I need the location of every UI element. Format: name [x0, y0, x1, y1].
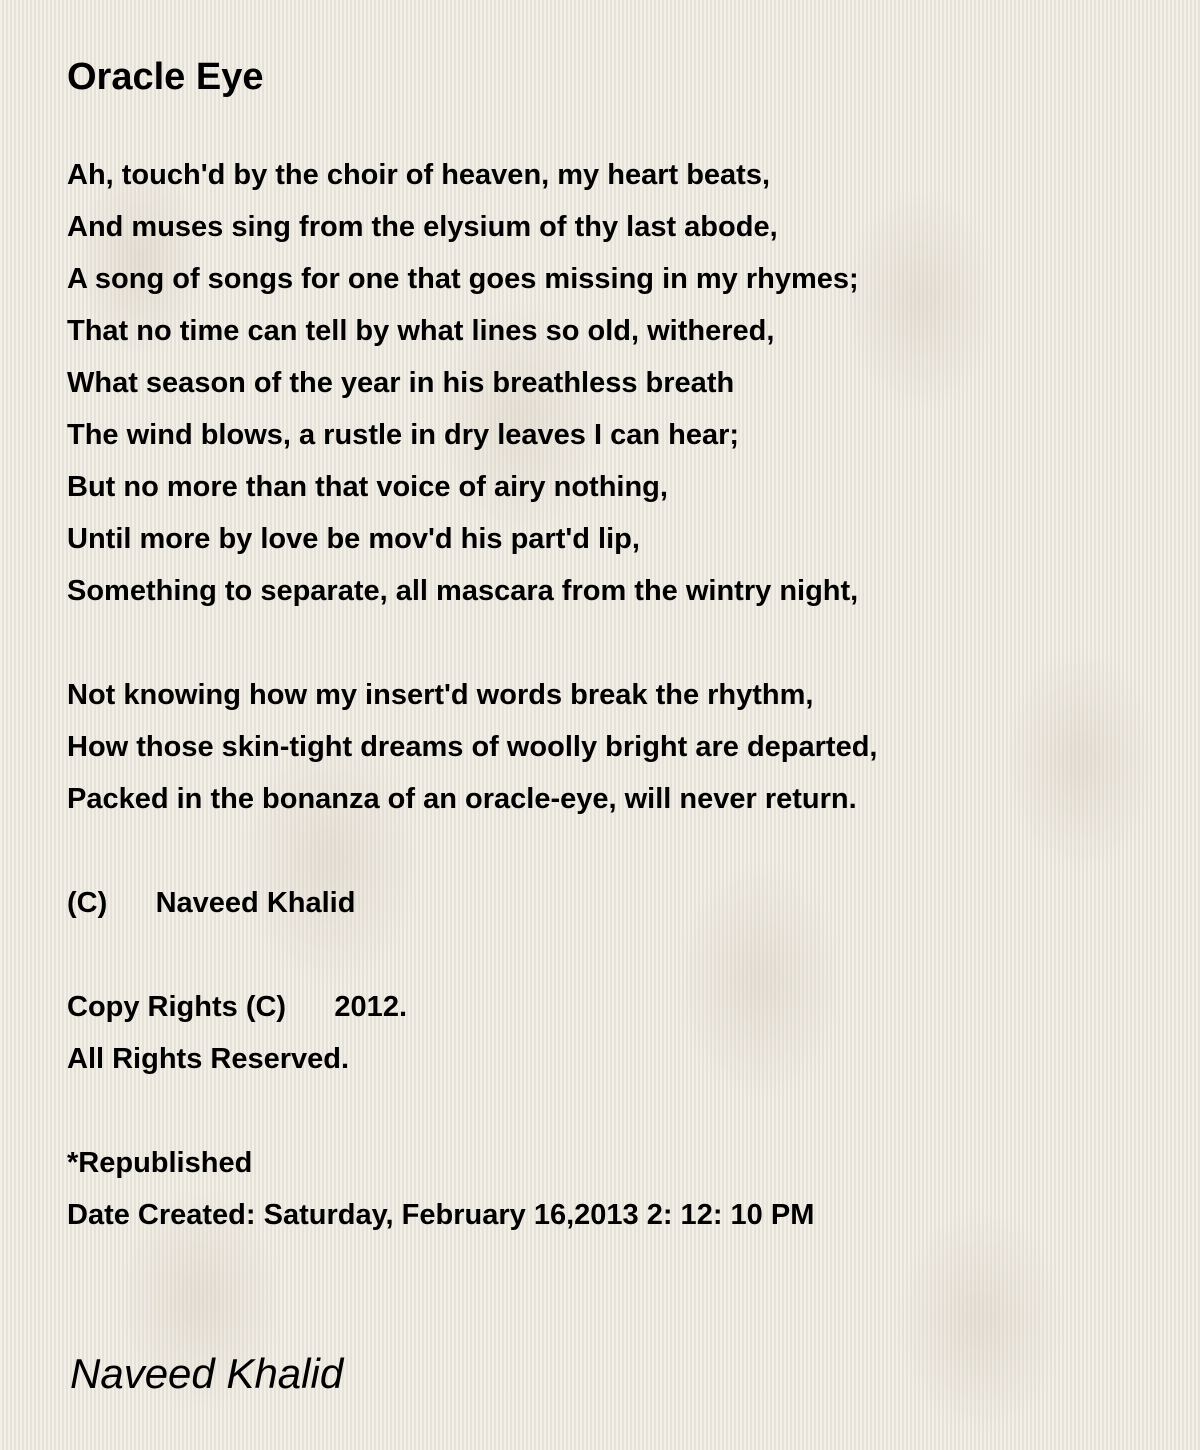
poem-line: Something to separate, all mascara from the wintry night,: [67, 575, 859, 607]
poem-body: [67, 149, 878, 1241]
copyright-author-line: (C) Naveed Khalid: [67, 887, 356, 919]
poem-blank-line: [67, 617, 878, 669]
poem-line: Not knowing how my insert'd words break the rhythm,: [67, 679, 814, 711]
rights-reserved-line: All Rights Reserved.: [67, 1043, 350, 1075]
poem-blank-line: [67, 1085, 878, 1137]
poem-line: The wind blows, a rustle in dry leaves I can hear;: [67, 419, 740, 451]
poem-line: But no more than that voice of airy nothing,: [67, 471, 668, 503]
poem-line: Ah, touch'd by the choir of heaven, my heart beats,: [67, 159, 771, 191]
poem-title: Oracle Eye: [67, 56, 264, 98]
poem-line: What season of the year in his breathless breath: [67, 367, 735, 399]
poem-line: A song of songs for one that goes missing in my rhymes;: [67, 263, 859, 295]
poem-line: Packed in the bonanza of an oracle-eye, will never return.: [67, 783, 857, 815]
republished-note: *Republished: [67, 1147, 253, 1179]
poem-blank-line: [67, 825, 878, 877]
poem-line: How those skin-tight dreams of woolly bright are departed,: [67, 731, 878, 763]
poem-line: That no time can tell by what lines so old, withered,: [67, 315, 775, 347]
date-created-line: Date Created: Saturday, February 16,2013 2: 12: 10 PM: [67, 1199, 815, 1231]
poem-line: And muses sing from the elysium of thy last abode,: [67, 211, 778, 243]
author-name: Naveed Khalid: [70, 1350, 344, 1397]
copyright-year-line: Copy Rights (C) 2012.: [67, 991, 407, 1023]
poem-line: Until more by love be mov'd his part'd lip,: [67, 523, 640, 555]
poem-blank-line: [67, 929, 878, 981]
